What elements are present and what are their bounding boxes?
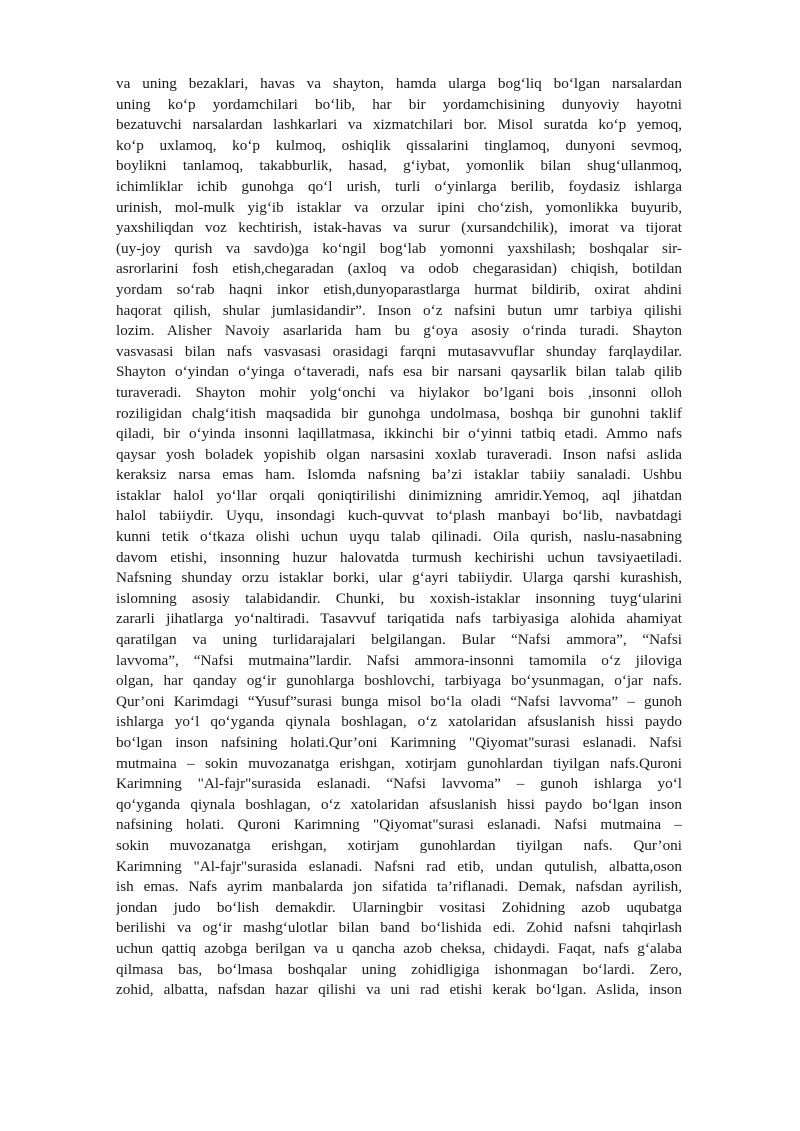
text-line: yaxshiliqdan voz kechtirish, istak-havas va surur (xursandchilik), imorat va tijorat [116, 219, 682, 237]
text-line: sokin muvozanatga erishgan, xotirjam gunohlardan tiyilgan nafs. Qur’oni [116, 836, 682, 854]
text-line: (uy-joy qurish va savdo)ga ko‘ngil bog‘lab yomonni yaxshilash; boshqalar sir- [116, 239, 682, 257]
text-line: ichimliklar ichib gunohga qo‘l urish, turli o‘yinlarga berilib, foydasiz ishlarga [116, 177, 682, 195]
text-line: istaklar halol yo‘llar orqali qoniqtirilishi dinimizning amridir.Yemoq, aql jihatdan [116, 486, 682, 504]
text-line: keraksiz narsa emas ham. Islomda nafsning ba’zi istaklar tabiiy sanaladi. Ushbu [116, 466, 682, 484]
text-line: nafsining holati. Quroni Karimning "Qiyomat"surasi eslanadi. Nafsi mutmaina – [116, 816, 682, 834]
text-line: ishlarga yo‘l qo‘yganda qiynala boshlagan, o‘z xatolaridan afsuslanish hissi paydo [116, 713, 682, 731]
text-line: roziligidan chalg‘itish maqsadida bir gunohga undolmasa, boshqa bir gunohni taklif [116, 404, 682, 422]
text-line: qaysar yosh boladek yopishib olgan narsasini xoxlab turaveradi. Inson nafsi aslida [116, 445, 682, 463]
text-line: qiladi, bir o‘yinda insonni laqillatmasa, ikkinchi bir o‘yinni tatbiq etadi. Ammo nafs [116, 425, 682, 443]
text-line: asrorlarini fosh etish,chegaradan (axloq va odob chegarasidan) chiqish, botildan [116, 260, 682, 278]
text-line: bezatuvchi narsalardan lashkarlari va xizmatchilari bor. Misol suratda ko‘p yemoq, [116, 116, 682, 134]
text-line: zohid, albatta, nafsdan hazar qilishi va uni rad etishi kerak bo‘lgan. Aslida, inson [116, 981, 682, 999]
text-line: qilmasa bas, bo‘lmasa boshqalar uning zohidligiga ishonmagan bo‘lardi. Zero, [116, 960, 682, 978]
text-line: turaveradi. Shayton mohir yolg‘onchi va hiylakor bo’lgani bois ,insonni olloh [116, 383, 682, 401]
text-line: jondan judo bo‘lish demakdir. Ularningbir vositasi Zohidning azob uqubatga [116, 898, 682, 916]
text-line: davom etishi, insonning huzur halovatda turmush kechirishi uchun tavsiyaetiladi. [116, 548, 682, 566]
text-line: Shayton o‘yindan o‘yinga o‘taveradi, nafs esa bir narsani qaysarlik bilan talab qilib [116, 363, 682, 381]
text-line: olgan, har qanday og‘ir gunohlarga boshlovchi, tarbiyaga bo‘ysunmagan, o‘jar nafs. [116, 672, 682, 690]
text-line: vasvasasi bilan nafs vasvasasi orasidagi farqni mutasavvuflar shunday farqlaydilar. [116, 342, 682, 360]
text-line: ish emas. Nafs ayrim manbalarda jon sifatida ta’riflanadi. Demak, nafsdan ayrilish, [116, 878, 682, 896]
text-line: va uning bezaklari, havas va shayton, hamda ularga bog‘liq bo‘lgan narsalardan [116, 75, 682, 92]
text-line: qo‘yganda qiynala boshlagan, o‘z xatolaridan afsuslanish hissi paydo bo‘lgan inson [116, 795, 682, 813]
text-line: lavvoma”, “Nafsi mutmaina”lardir. Nafsi ammora-insonni tamomila o‘z jiloviga [116, 651, 682, 669]
text-line: uning ko‘p yordamchilari bo‘lib, har bir yordamchisining dunyoviy hayotni [116, 95, 682, 113]
text-line: berilishi va og‘ir mashg‘ulotlar bilan band bo‘lishida edi. Zohid nafsni tahqirlash [116, 919, 682, 937]
text-line: uchun qattiq azobga berilgan va u qancha azob cheksa, chidaydi. Faqat, nafs g‘alaba [116, 939, 682, 957]
text-line: islomning asosiy talabidandir. Chunki, bu xoxish-istaklar insonning tuyg‘ularini [116, 589, 682, 607]
text-line: urinish, mol-mulk yig‘ib istaklar va orzular ipini cho‘zish, yomonlikka buyurib, [116, 198, 682, 216]
text-line: yordam so‘rab haqni inkor etish,dunyoparastlarga hurmat bildirib, oxirat ahdini [116, 280, 682, 298]
text-line: mutmaina – sokin muvozanatga erishgan, xotirjam gunohlardan tiyilgan nafs.Quroni [116, 754, 682, 772]
text-line: bo‘lgan inson nafsining holati.Qur’oni Karimning "Qiyomat"surasi eslanadi. Nafsi [116, 734, 682, 751]
text-line: Karimning "Al-fajr"surasida eslanadi. “Nafsi lavvoma” – gunoh ishlarga yo‘l [116, 775, 682, 793]
text-line: lozim. Alisher Navoiy asarlarida ham bu g‘oya asosiy o‘rinda turadi. Shayton [116, 322, 682, 340]
text-line: ko‘p uxlamoq, ko‘p kulmoq, oshiqlik qissalarini tinglamoq, dunyoni sevmoq, [116, 136, 682, 154]
text-line: haqorat qilish, shular jumlasidandir”. Inson o‘z nafsini butun umr tarbiya qilishi [116, 301, 682, 319]
text-line: zararli jihatlarga yo‘naltiradi. Tasavvuf tariqatida nafs tarbiyasiga alohida ahamiyat [116, 610, 682, 628]
text-line: qaratilgan va uning turlidarajalari belgilangan. Bular “Nafsi ammora”, “Nafsi [116, 631, 682, 649]
text-line: halol tabiiydir. Uyqu, insondagi kuch-quvvat to‘plash manbayi bo‘lib, navbatdagi [116, 507, 682, 525]
text-line: kunni tetik o‘tkaza olishi uchun uyqu talab qilinadi. Oila qurish, naslu-nasabning [116, 528, 682, 546]
text-line: Karimning "Al-fajr"surasida eslanadi. Nafsni rad etib, undan qutulish, albatta,oson [116, 857, 682, 875]
body-text [116, 74, 682, 1001]
text-line: Nafsning shunday orzu istaklar borki, ular g‘ayri tabiiydir. Ularga qarshi kurashish, [116, 569, 682, 587]
text-line: boylikni tanlamoq, takabburlik, hasad, g‘iybat, yomonlik bilan shug‘ullanmoq, [116, 157, 682, 175]
text-line: Qur’oni Karimdagi “Yusuf”surasi bunga misol bo‘la oladi “Nafsi lavvoma” – gunoh [116, 692, 682, 710]
document-page [116, 74, 682, 1001]
